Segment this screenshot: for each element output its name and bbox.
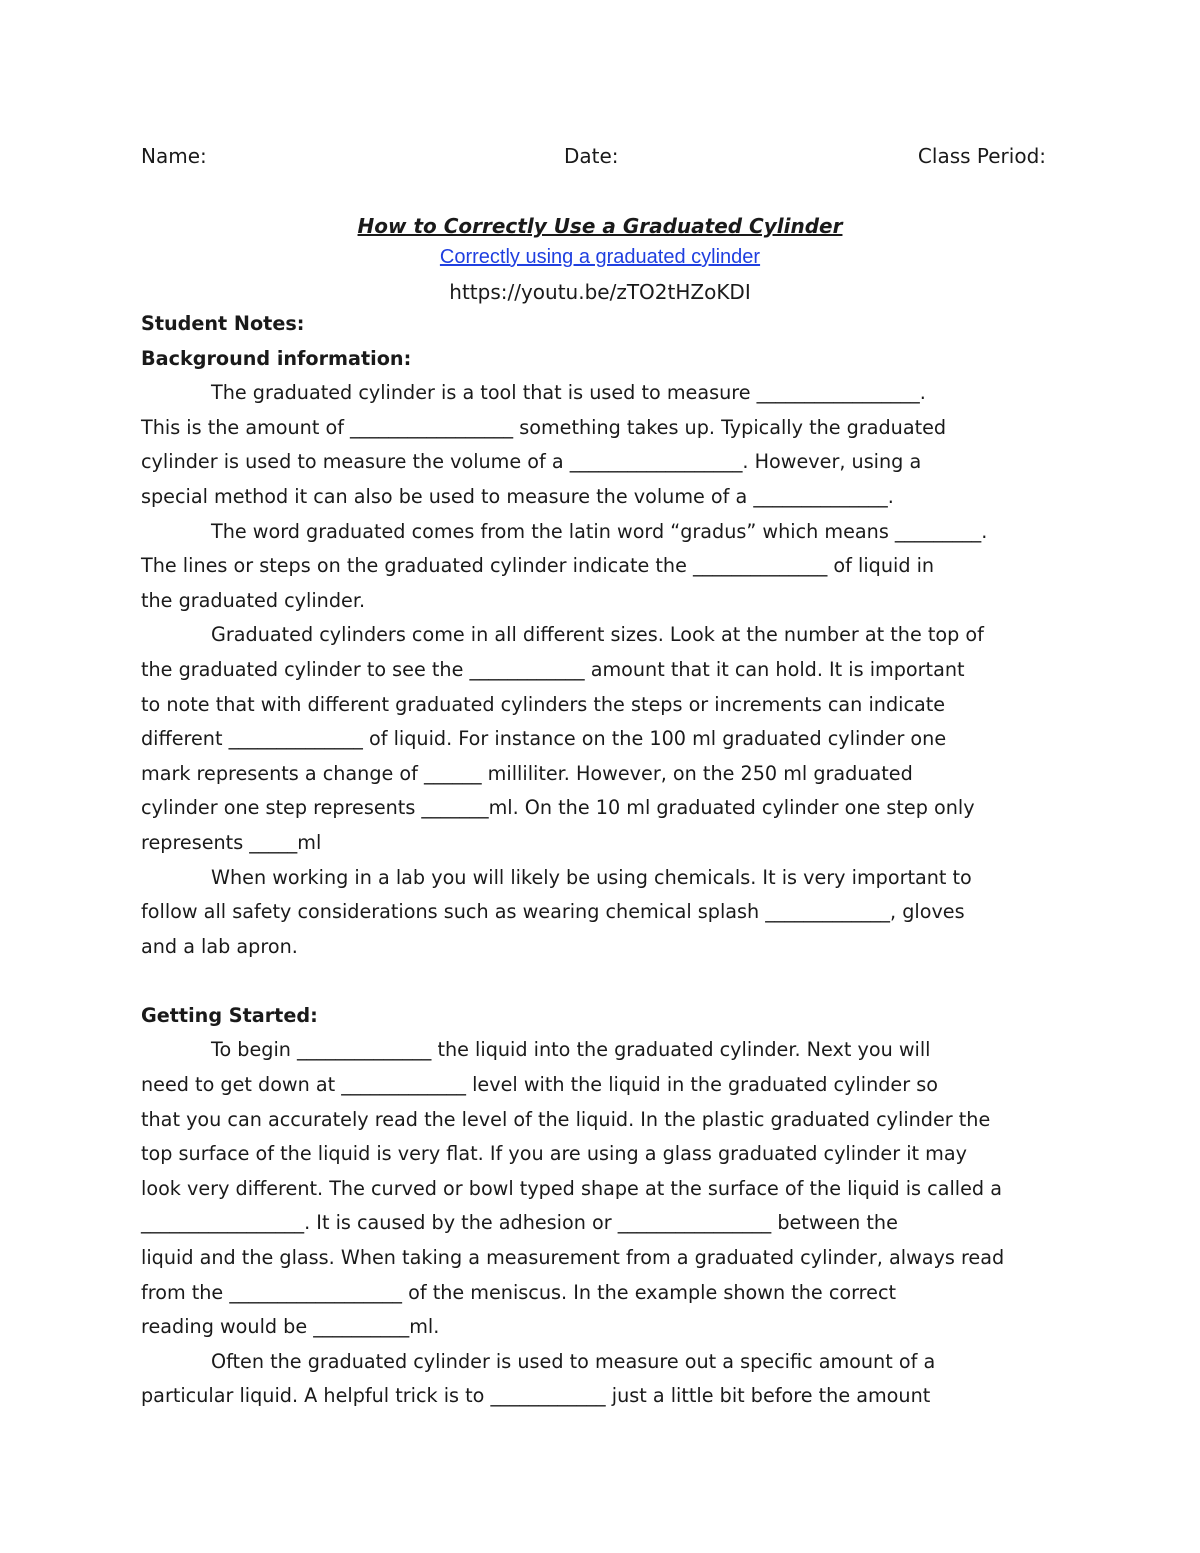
- video-link[interactable]: Correctly using a graduated cylinder: [439, 246, 761, 268]
- video-url: https://youtu.be/zTO2tHZoKDI: [449, 280, 751, 304]
- text-line: To begin ______________ the liquid into the graduated cylinder. Next you will: [211, 1038, 931, 1062]
- text-line: particular liquid. A helpful trick is to ____________ just a little bit before the amount: [141, 1384, 931, 1408]
- text-line: The lines or steps on the graduated cylinder indicate the ______________ of liquid in: [141, 554, 935, 578]
- student-notes-heading: Student Notes:: [141, 312, 305, 335]
- text-line: the graduated cylinder to see the ____________ amount that it can hold. It is important: [141, 657, 965, 681]
- text-line: Often the graduated cylinder is used to measure out a specific amount of a: [211, 1349, 936, 1373]
- date-label: Date:: [564, 144, 619, 168]
- text-line: different ______________ of liquid. For instance on the 100 ml graduated cylinder one: [141, 727, 947, 751]
- text-line: the graduated cylinder.: [141, 588, 366, 612]
- name-label: Name:: [141, 144, 207, 168]
- page-title: How to Correctly Use a Graduated Cylinder: [357, 214, 843, 238]
- background-heading: Background information:: [141, 346, 412, 370]
- text-line: top surface of the liquid is very flat. If you are using a glass graduated cylinder it may: [141, 1142, 967, 1166]
- text-line: and a lab apron.: [141, 934, 298, 958]
- getting-started-heading: Getting Started:: [141, 1003, 318, 1027]
- class-period-label: Class Period:: [917, 144, 1046, 168]
- text-line: to note that with different graduated cylinders the steps or increments can indicate: [141, 692, 946, 716]
- text-line: that you can accurately read the level of the liquid. In the plastic graduated cylinder the: [141, 1107, 991, 1131]
- text-line: The word graduated comes from the latin word “gradus” which means _________.: [211, 519, 988, 543]
- text-line: cylinder one step represents _______ml. On the 10 ml graduated cylinder one step only: [141, 796, 975, 820]
- header-fields: [141, 144, 1046, 174]
- text-line: Graduated cylinders come in all different sizes. Look at the number at the top of: [211, 623, 984, 647]
- text-line: _________________. It is caused by the adhesion or ________________ between the: [141, 1211, 898, 1235]
- video-link-container: [0, 246, 1200, 269]
- text-line: mark represents a change of ______ milliliter. However, on the 250 ml graduated: [141, 761, 913, 785]
- text-line: look very different. The curved or bowl typed shape at the surface of the liquid is called a: [141, 1176, 1002, 1200]
- text-line: reading would be __________ml.: [141, 1315, 440, 1339]
- text-line: liquid and the glass. When taking a measurement from a graduated cylinder, always read: [141, 1246, 1005, 1270]
- text-line: This is the amount of _________________ something takes up. Typically the graduated: [141, 415, 947, 439]
- text-line: follow all safety considerations such as wearing chemical splash _____________, gloves: [141, 900, 965, 924]
- text-line: need to get down at _____________ level with the liquid in the graduated cylinder so: [141, 1073, 938, 1097]
- text-line: cylinder is used to measure the volume of a __________________. However, using a: [141, 450, 922, 474]
- text-line: from the __________________ of the meniscus. In the example shown the correct: [141, 1280, 897, 1304]
- text-line: represents _____ml: [141, 830, 322, 854]
- text-line: When working in a lab you will likely be using chemicals. It is very important to: [211, 865, 972, 889]
- text-line: special method it can also be used to measure the volume of a ______________.: [141, 484, 894, 508]
- spacer: [141, 964, 1061, 999]
- text-line: The graduated cylinder is a tool that is used to measure _________________.: [211, 381, 926, 405]
- worksheet-body: [141, 307, 1061, 1414]
